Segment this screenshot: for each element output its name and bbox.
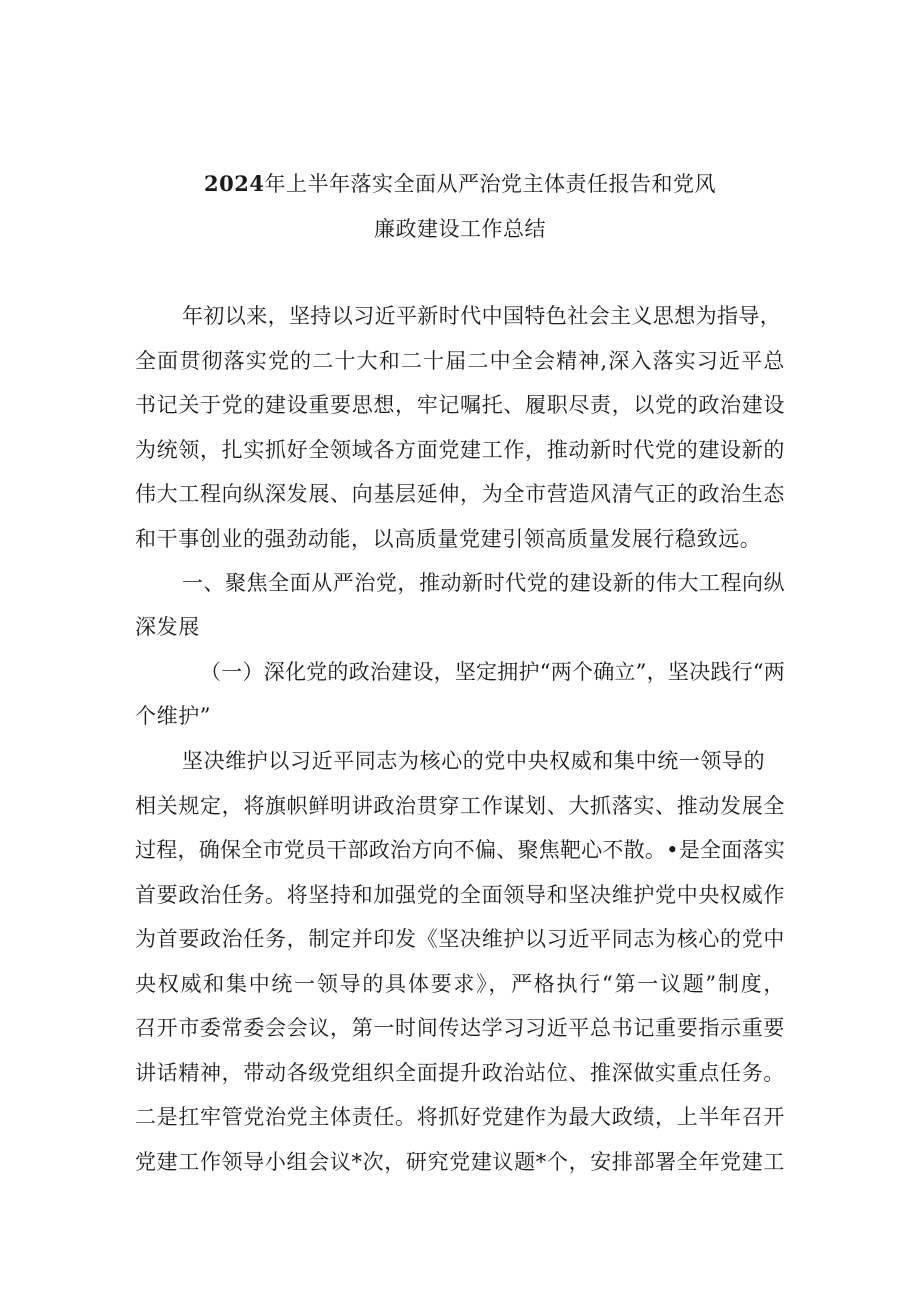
paragraph-line: 坚决维护以习近平同志为核心的党中央权威和集中统一领导的 — [182, 749, 766, 773]
section-heading-line: 深发展 — [135, 615, 200, 639]
paragraph-line: 首要政治任务。将坚持和加强党的全面领导和坚决维护党中央权威作 — [135, 883, 785, 907]
paragraph-line: 讲话精神，带动各级党组织全面提升政治站位、推深做实重点任务。 — [135, 1061, 785, 1085]
paragraph-line: 为统领，扎实抓好全领域各方面党建工作，推动新时代党的建设新的 — [135, 438, 785, 462]
document-title-line-1 — [130, 168, 790, 198]
paragraph-line: 过程，确保全市党员干部政治方向不偏、聚焦靶心不散。•是全面落实 — [135, 838, 785, 862]
paragraph-line: 党建工作领导小组会议*次，研究党建议题*个，安排部署全年党建工 — [135, 1150, 785, 1174]
paragraph-line: 和干事创业的强劲动能，以高质量党建引领高质量发展行稳致远。 — [135, 527, 762, 551]
subsection-heading-line: 个维护” — [135, 704, 212, 728]
title-year: 2024 — [204, 171, 265, 196]
paragraph-line: 年初以来，坚持以习近平新时代中国特色社会主义思想为指导， — [182, 304, 782, 328]
paragraph-line: 伟大工程向纵深发展、向基层延伸，为全市营造风清气正的政治生态 — [135, 482, 785, 506]
subsection-heading-line: （一）深化党的政治建设，坚定拥护“两个确立”，坚决践行“两 — [200, 660, 785, 684]
paragraph-line: 全面贯彻落实党的二十大和二十届二中全会精神,深入落实习近平总 — [135, 349, 785, 373]
paragraph-line: 央权威和集中统一领导的具体要求》，严格执行“第一议题”制度， — [135, 972, 785, 996]
paragraph-line: 书记关于党的建设重要思想，牢记嘱托、履职尽责，以党的政治建设 — [135, 393, 785, 417]
paragraph-line: 二是扛牢管党治党主体责任。将抓好党建作为最大政绩，上半年召开 — [135, 1105, 785, 1129]
paragraph-line: 为首要政治任务，制定并印发《坚决维护以习近平同志为核心的党中 — [135, 927, 785, 951]
title-line-1-text: 年上半年落实全面从严治党主体责任报告和党风 — [264, 172, 716, 196]
paragraph-line: 召开市委常委会会议，第一时间传达学习习近平总书记重要指示重要 — [135, 1016, 785, 1040]
paragraph-line: 相关规定，将旗帜鲜明讲政治贯穿工作谋划、大抓落实、推动发展全 — [135, 794, 785, 818]
document-title-line-2: 廉政建设工作总结 — [374, 217, 546, 241]
section-heading-line: 一、聚焦全面从严治党，推动新时代党的建设新的伟大工程向纵 — [182, 571, 785, 595]
